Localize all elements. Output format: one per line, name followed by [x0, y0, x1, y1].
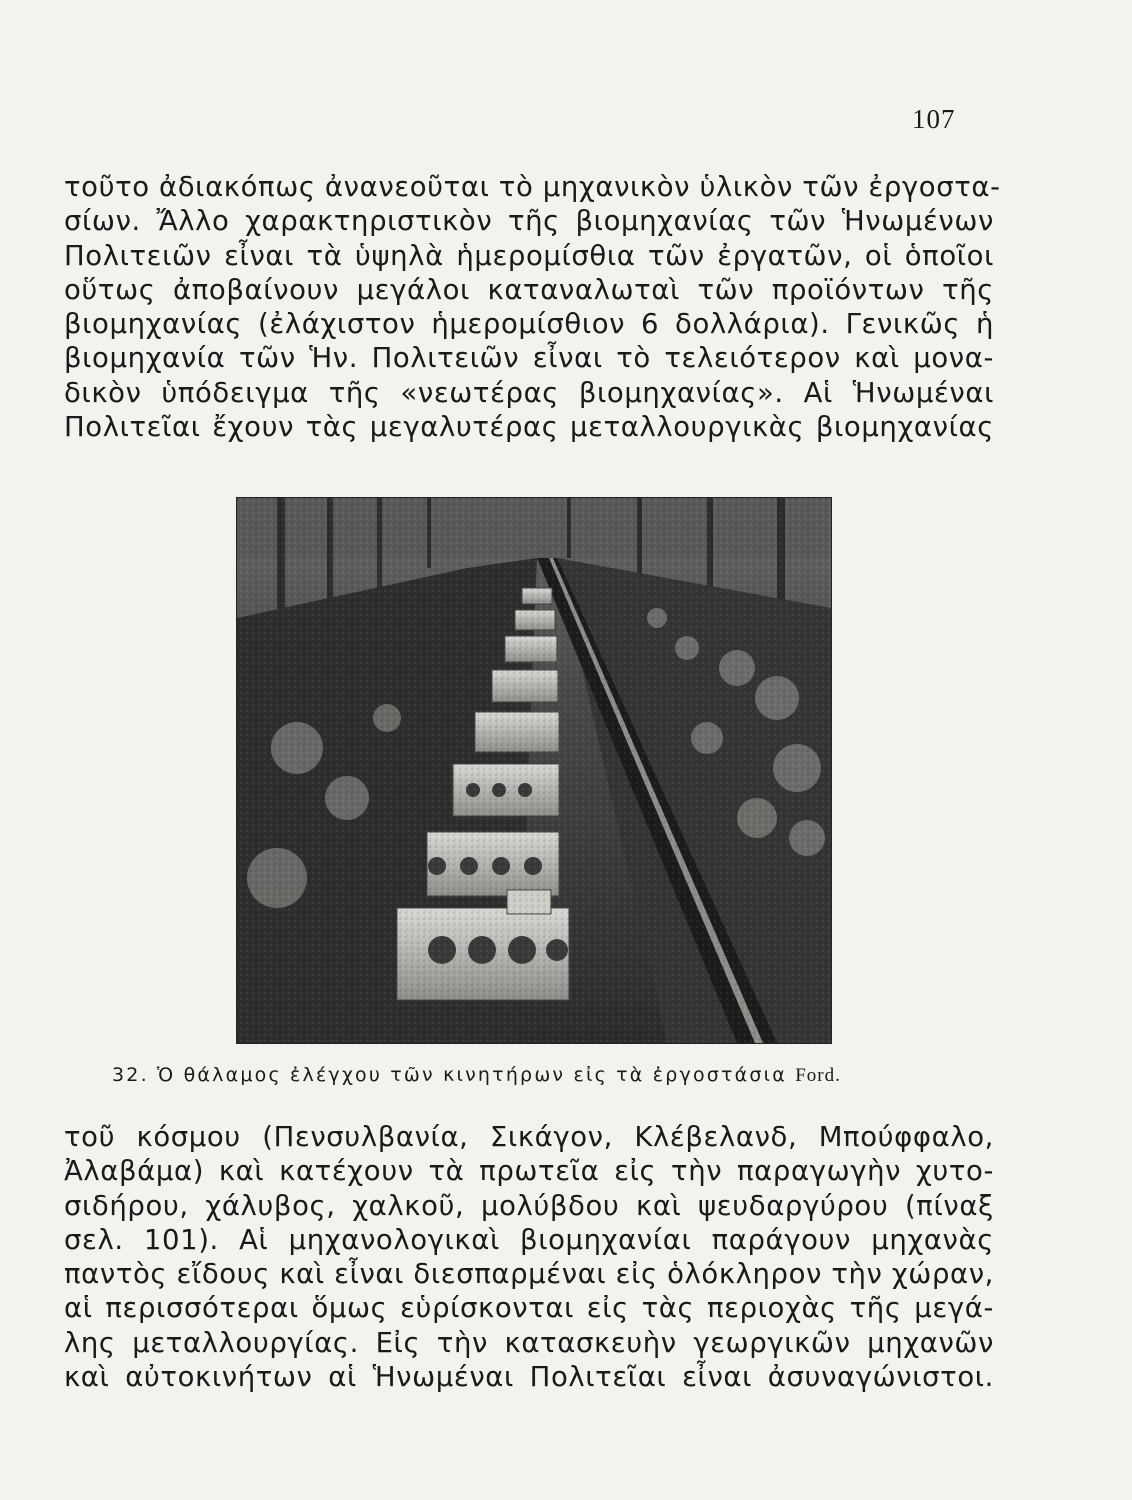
- text-line: λης μεταλλουργίας. Εἰς τὴν κατασκευὴν γεωργικῶν μηχανῶν: [64, 1326, 994, 1359]
- text-line: τοῦ κόσμου (Πενσυλβανία, Σικάγον, Κλέβελανδ, Μπούφφαλο,: [64, 1121, 994, 1153]
- text-line: καὶ αὐτοκινήτων αἱ Ἡνωμέναι Πολιτεῖαι εἶναι ἀσυναγώνιστοι.: [64, 1361, 994, 1394]
- photo-illustration: [237, 498, 831, 1043]
- page-number: 107: [912, 104, 956, 134]
- text-line: Ἀλαβάμα) καὶ κατέχουν τὰ πρωτεῖα εἰς τὴν παραγωγὴν χυτο-: [64, 1155, 994, 1188]
- text-line: σίων. Ἄλλο χαρακτηριστικὸν τῆς βιομηχανίας τῶν Ἡνωμένων: [64, 205, 994, 238]
- text-line: τοῦτο ἀδιακόπως ἀνανεοῦται τὸ μηχανικὸν ὑλικὸν τῶν ἐργοστα-: [64, 171, 1001, 203]
- figure-caption: [112, 1064, 962, 1087]
- text-line: σιδήρου, χάλυβος, χαλκοῦ, μολύβδου καὶ ψευδαργύρου (πίναξ: [64, 1189, 994, 1222]
- text-line: δικὸν ὑπόδειγμα τῆς «νεωτέρας βιομηχανίας». Αἱ Ἡνωμέναι: [64, 376, 994, 409]
- caption-text: 32. Ὁ θάλαμος ἐλέγχου τῶν κινητήρων εἰς τὰ ἐργοστάσια: [112, 1064, 787, 1086]
- text-line: Πολιτεῖαι ἔχουν τὰς μεγαλυτέρας μεταλλουργικὰς βιομηχανίας: [64, 411, 994, 444]
- paragraph-top: [64, 170, 1001, 444]
- text-line: αἱ περισσότεραι ὅμως εὑρίσκονται εἰς τὰς περιοχὰς τῆς μεγά-: [64, 1292, 994, 1325]
- paragraph-bottom: [64, 1120, 994, 1394]
- text-line: βιομηχανίας (ἐλάχιστον ἡμερομίσθιον 6 δολλάρια). Γενικῶς ἡ: [64, 308, 994, 341]
- text-line: Πολιτειῶν εἶναι τὰ ὑψηλὰ ἡμερομίσθια τῶν ἐργατῶν, οἱ ὁποῖοι: [64, 239, 994, 272]
- engine-factory-photo: [236, 497, 832, 1044]
- text-line: βιομηχανία τῶν Ἡν. Πολιτειῶν εἶναι τὸ τελειότερον καὶ μονα-: [64, 342, 994, 375]
- text-line: σελ. 101). Αἱ μηχανολογικαὶ βιομηχανίαι παράγουν μηχανὰς: [64, 1223, 994, 1256]
- text-line: παντὸς εἴδους καὶ εἶναι διεσπαρμέναι εἰς ὁλόκληρον τὴν χώραν,: [64, 1258, 995, 1291]
- caption-brand: Ford.: [795, 1065, 841, 1086]
- text-line: οὕτως ἀποβαίνουν μεγάλοι καταναλωταὶ τῶν προϊόντων τῆς: [64, 273, 994, 306]
